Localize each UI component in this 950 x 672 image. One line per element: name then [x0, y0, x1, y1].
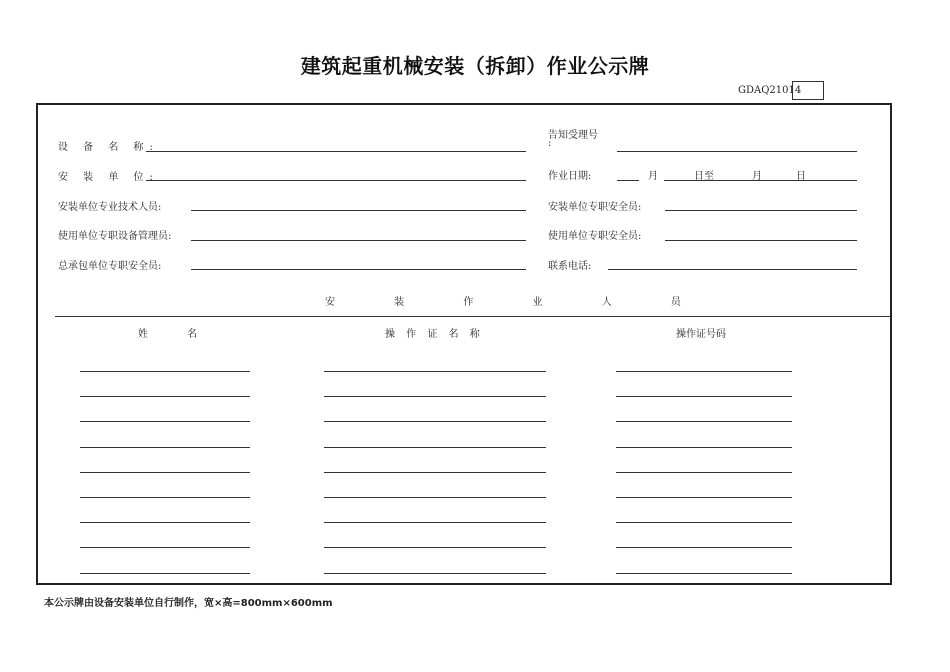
name-cell[interactable] [80, 522, 250, 523]
name-cell[interactable] [80, 371, 250, 372]
equipment-name-field[interactable] [146, 151, 526, 152]
name-cell[interactable] [80, 547, 250, 548]
cert-number-cell[interactable] [616, 522, 792, 523]
form-code-box[interactable] [792, 81, 824, 100]
contractor-safety-label: 总承包单位专职安全员: [58, 261, 162, 272]
cert-name-cell[interactable] [324, 547, 546, 548]
month-label-1: 月 [648, 171, 658, 182]
cert-name-cell[interactable] [324, 396, 546, 397]
section-title: 安 装 作 业 人 员 [325, 297, 709, 308]
notice-number-field[interactable] [617, 151, 857, 152]
footer-note: 本公示牌由设备安装单位自行制作，宽×高=800mm×600mm [44, 598, 333, 609]
install-safety-field[interactable] [665, 210, 857, 211]
cert-name-cell[interactable] [324, 522, 546, 523]
cert-number-cell[interactable] [616, 573, 792, 574]
phone-field[interactable] [608, 269, 857, 270]
col-header-name: 姓 名 [138, 329, 216, 340]
cert-number-cell[interactable] [616, 447, 792, 448]
cert-name-cell[interactable] [324, 447, 546, 448]
day-label-2: 日 [796, 171, 806, 182]
cert-name-cell[interactable] [324, 497, 546, 498]
section-divider [55, 316, 890, 317]
cert-name-cell[interactable] [324, 421, 546, 422]
cert-number-cell[interactable] [616, 547, 792, 548]
equipment-manager-label: 使用单位专职设备管理员: [58, 231, 172, 242]
install-unit-label: 安 装 单 位: [58, 172, 159, 183]
name-cell[interactable] [80, 573, 250, 574]
notice-number-colon: : [548, 138, 552, 149]
equipment-name-label: 设 备 名 称: [58, 142, 159, 153]
name-cell[interactable] [80, 447, 250, 448]
install-tech-field[interactable] [191, 210, 526, 211]
notice-board-frame [36, 103, 892, 585]
work-date-label: 作业日期: [548, 171, 592, 182]
name-cell[interactable] [80, 396, 250, 397]
page-title: 建筑起重机械安装（拆卸）作业公示牌 [300, 54, 650, 78]
notice-number-label: 告知受理号 [548, 130, 598, 141]
day-to-label: 日至 [694, 171, 714, 182]
col-header-cert-number: 操作证号码 [676, 329, 726, 340]
name-cell[interactable] [80, 421, 250, 422]
install-unit-field[interactable] [146, 180, 526, 181]
user-safety-field[interactable] [665, 240, 857, 241]
equipment-manager-field[interactable] [191, 240, 526, 241]
form-code: GDAQ21014 [738, 85, 802, 96]
cert-number-cell[interactable] [616, 396, 792, 397]
cert-number-cell[interactable] [616, 421, 792, 422]
cert-number-cell[interactable] [616, 371, 792, 372]
name-cell[interactable] [80, 497, 250, 498]
cert-number-cell[interactable] [616, 472, 792, 473]
cert-name-cell[interactable] [324, 472, 546, 473]
cert-number-cell[interactable] [616, 497, 792, 498]
start-month-field[interactable] [617, 180, 639, 181]
user-safety-label: 使用单位专职安全员: [548, 231, 642, 242]
install-safety-label: 安装单位专职安全员: [548, 202, 642, 213]
cert-name-cell[interactable] [324, 573, 546, 574]
cert-name-cell[interactable] [324, 371, 546, 372]
phone-label: 联系电话: [548, 261, 592, 272]
install-tech-label: 安装单位专业技术人员: [58, 202, 162, 213]
col-header-cert-name: 操 作 证 名 称 [385, 329, 484, 340]
name-cell[interactable] [80, 472, 250, 473]
contractor-safety-field[interactable] [191, 269, 526, 270]
month-label-2: 月 [752, 171, 762, 182]
